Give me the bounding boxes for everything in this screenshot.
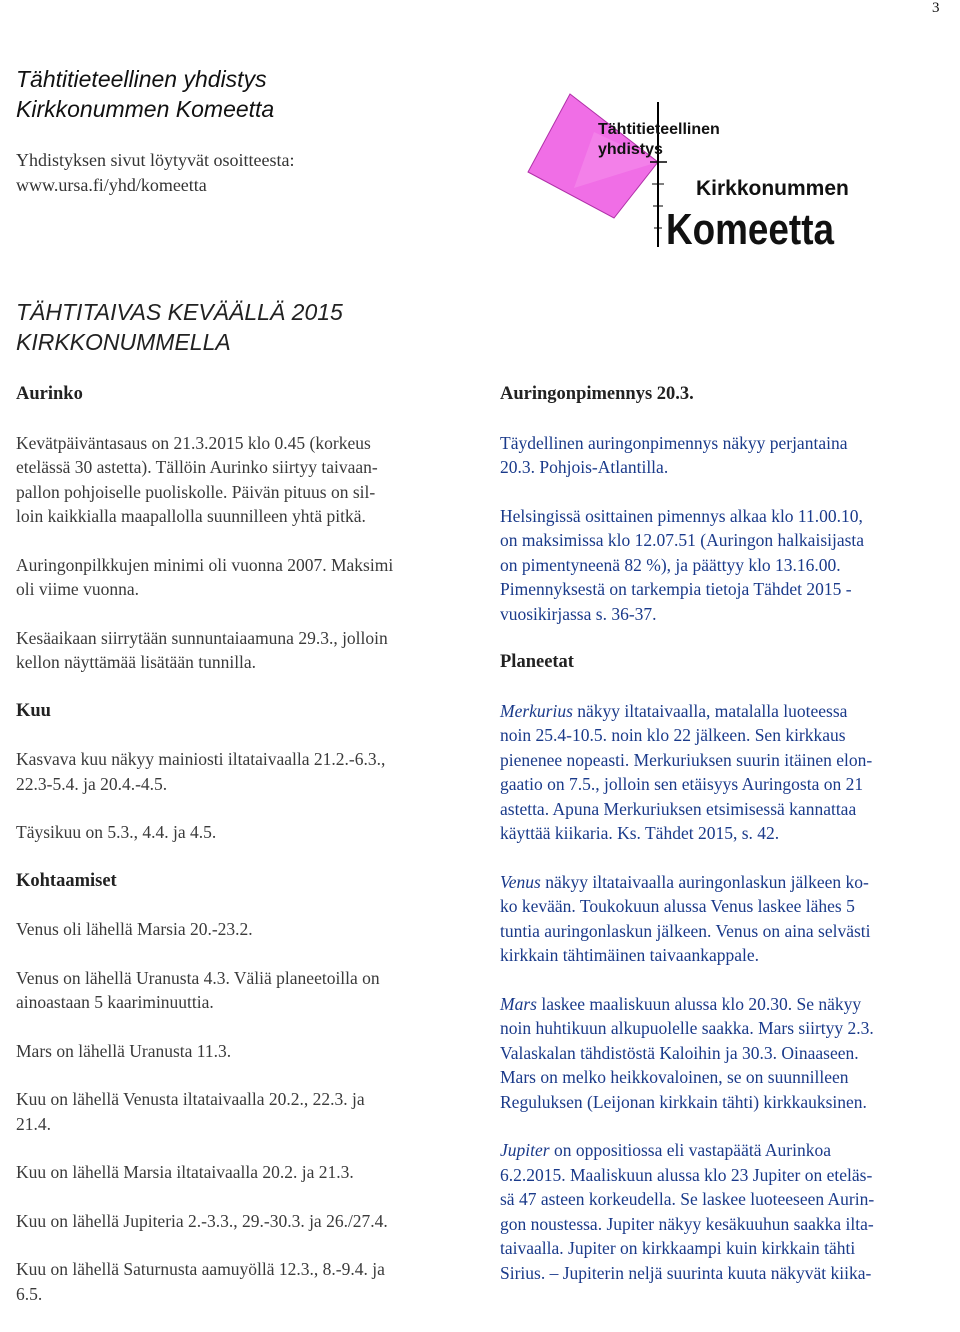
kohtaamiset-paragraph-6: Kuu on lähellä Jupiteria 2.-3.3., 29.-30.3. ja 26./27.4. [16, 1210, 388, 1231]
right-column [500, 382, 952, 1285]
kohtaamiset-paragraph-4: Kuu on lähellä Venusta iltataivaalla 20.2., 22.3. ja 21.4. [16, 1089, 365, 1134]
heading-kuu: Kuu [16, 700, 51, 721]
main-title-line-1: TÄHTITAIVAS KEVÄÄLLÄ 2015 [16, 299, 343, 325]
kohtaamiset-paragraph-7: Kuu on lähellä Saturnusta aamuyöllä 12.3., 8.-9.4. ja 6.5. [16, 1259, 385, 1304]
intro-text [16, 148, 294, 198]
organization-name [16, 64, 274, 124]
jupiter-paragraph: Jupiter on oppositiossa eli vastapäätä Aurinkoa 6.2.2015. Maaliskuun alussa klo 23 Jupiter on eteläs- sä 47 asteen korkeudella. Se laskee luoteeseen Aurin- gon noustessa. Jupiter näkyy kesäkuuhun saakka ilta- taivaalla. Jupiter on kirkkaampi kuin kirkkain tähti Sirius. – Jupiterin neljä suurinta kuuta näkyvät kiika- [500, 1140, 875, 1283]
aurinko-paragraph-1: Kevätpäiväntasaus on 21.3.2015 klo 0.45 (korkeus etelässä 30 astetta). Tällöin Aurinko siirtyy taivaan- pallon pohjoiselle puoliskolle. Päivän pituus on sil- loin kaikkialla maapallolla suunnilleen yhtä pitkä. [16, 432, 378, 526]
website-link[interactable]: www.ursa.fi/yhd/komeetta [16, 175, 207, 195]
heading-aurinko: Aurinko [16, 384, 83, 404]
org-line-2: Kirkkonummen Komeetta [16, 96, 275, 122]
planet-name-venus: Venus [500, 871, 541, 892]
kohtaamiset-paragraph-1: Venus oli lähellä Marsia 20.-23.2. [16, 919, 253, 939]
kuu-paragraph-2: Täysikuu on 5.3., 4.4. ja 4.5. [16, 822, 217, 842]
left-column [16, 382, 476, 1306]
mars-paragraph: Mars laskee maaliskuun alussa klo 20.30. Se näkyy noin huhtikuun alkupuolelle saakka. Mars siirtyy 2.3. Valaskalan tähdistöstä Kaloihin ja 30.3. Oinaaseen. Mars on melko heikkovaloinen, se on suunnilleen Reguluksen (Leijonan kirkkain tähti) kirkkauksinen. [500, 993, 874, 1112]
club-logo [510, 92, 852, 252]
page-number: 3 [932, 0, 940, 16]
heading-planeetat: Planeetat [500, 652, 574, 672]
logo-text-3: Kirkkonummen [696, 177, 849, 200]
logo-text-4: Komeetta [666, 205, 835, 252]
kuu-paragraph-1: Kasvava kuu näkyy mainiosti iltataivaalla 21.2.-6.3., 22.3-5.4. ja 20.4.-4.5. [16, 749, 386, 794]
heading-kohtaamiset: Kohtaamiset [16, 870, 117, 891]
intro-line-1: Yhdistyksen sivut löytyvät osoitteesta: [16, 150, 295, 170]
pimennys-paragraph-1: Täydellinen auringonpimennys näkyy perjantaina 20.3. Pohjois-Atlantilla. [500, 432, 848, 477]
kohtaamiset-paragraph-2: Venus on lähellä Uranusta 4.3. Väliä planeetoilla on ainoastaan 5 kaariminuuttia. [16, 967, 380, 1012]
logo-text-2: yhdistys [598, 141, 663, 158]
planet-name-merkurius: Merkurius [500, 700, 573, 721]
logo-text-1: Tähtitieteellinen [598, 121, 720, 138]
aurinko-paragraph-3: Kesäaikaan siirrytään sunnuntaiaamuna 29.3., jolloin kellon näyttämää lisätään tunnilla. [16, 627, 388, 672]
pimennys-paragraph-2: Helsingissä osittainen pimennys alkaa klo 11.00.10, on maksimissa klo 12.07.51 (Auringon halkaisijasta on pimentyneenä 82 %), ja päättyy klo 13.16.00. Pimennyksestä on tarkempia tietoja Tähdet 2015 - vuosikirjassa s. 36-37. [500, 505, 865, 624]
aurinko-paragraph-2: Auringonpilkkujen minimi oli vuonna 2007. Maksimi oli viime vuonna. [16, 554, 394, 599]
planet-name-mars: Mars [500, 993, 537, 1014]
main-title [16, 297, 343, 357]
heading-auringonpimennys: Auringonpimennys 20.3. [500, 384, 694, 404]
kohtaamiset-paragraph-5: Kuu on lähellä Marsia iltataivaalla 20.2. ja 21.3. [16, 1162, 354, 1182]
org-line-1: Tähtitieteellinen yhdistys [16, 66, 267, 92]
merkurius-paragraph: Merkurius näkyy iltataivaalla, matalalla luoteessa noin 25.4-10.5. noin klo 22 jälkeen. Sen kirkkaus pienenee nopeasti. Merkuriuksen suurin itäinen elon- gaatio on 7.5., jolloin sen etäisyys Auringosta on 21 astetta. Apuna Merkuriuksen etsimisessä kannattaa käyttää kiikaria. Ks. Tähdet 2015, s. 42. [500, 700, 873, 843]
planet-name-jupiter: Jupiter [500, 1140, 550, 1160]
main-title-line-2: KIRKKONUMMELLA [16, 329, 231, 355]
kohtaamiset-paragraph-3: Mars on lähellä Uranusta 11.3. [16, 1040, 232, 1061]
venus-paragraph: Venus näkyy iltataivaalla auringonlaskun jälkeen ko- ko kevään. Toukokuun alussa Venus laskee lähes 5 tuntia auringonlaskun jälkeen. Venus on aina selvästi kirkkain tähtimäinen taivaankappale. [500, 871, 871, 965]
